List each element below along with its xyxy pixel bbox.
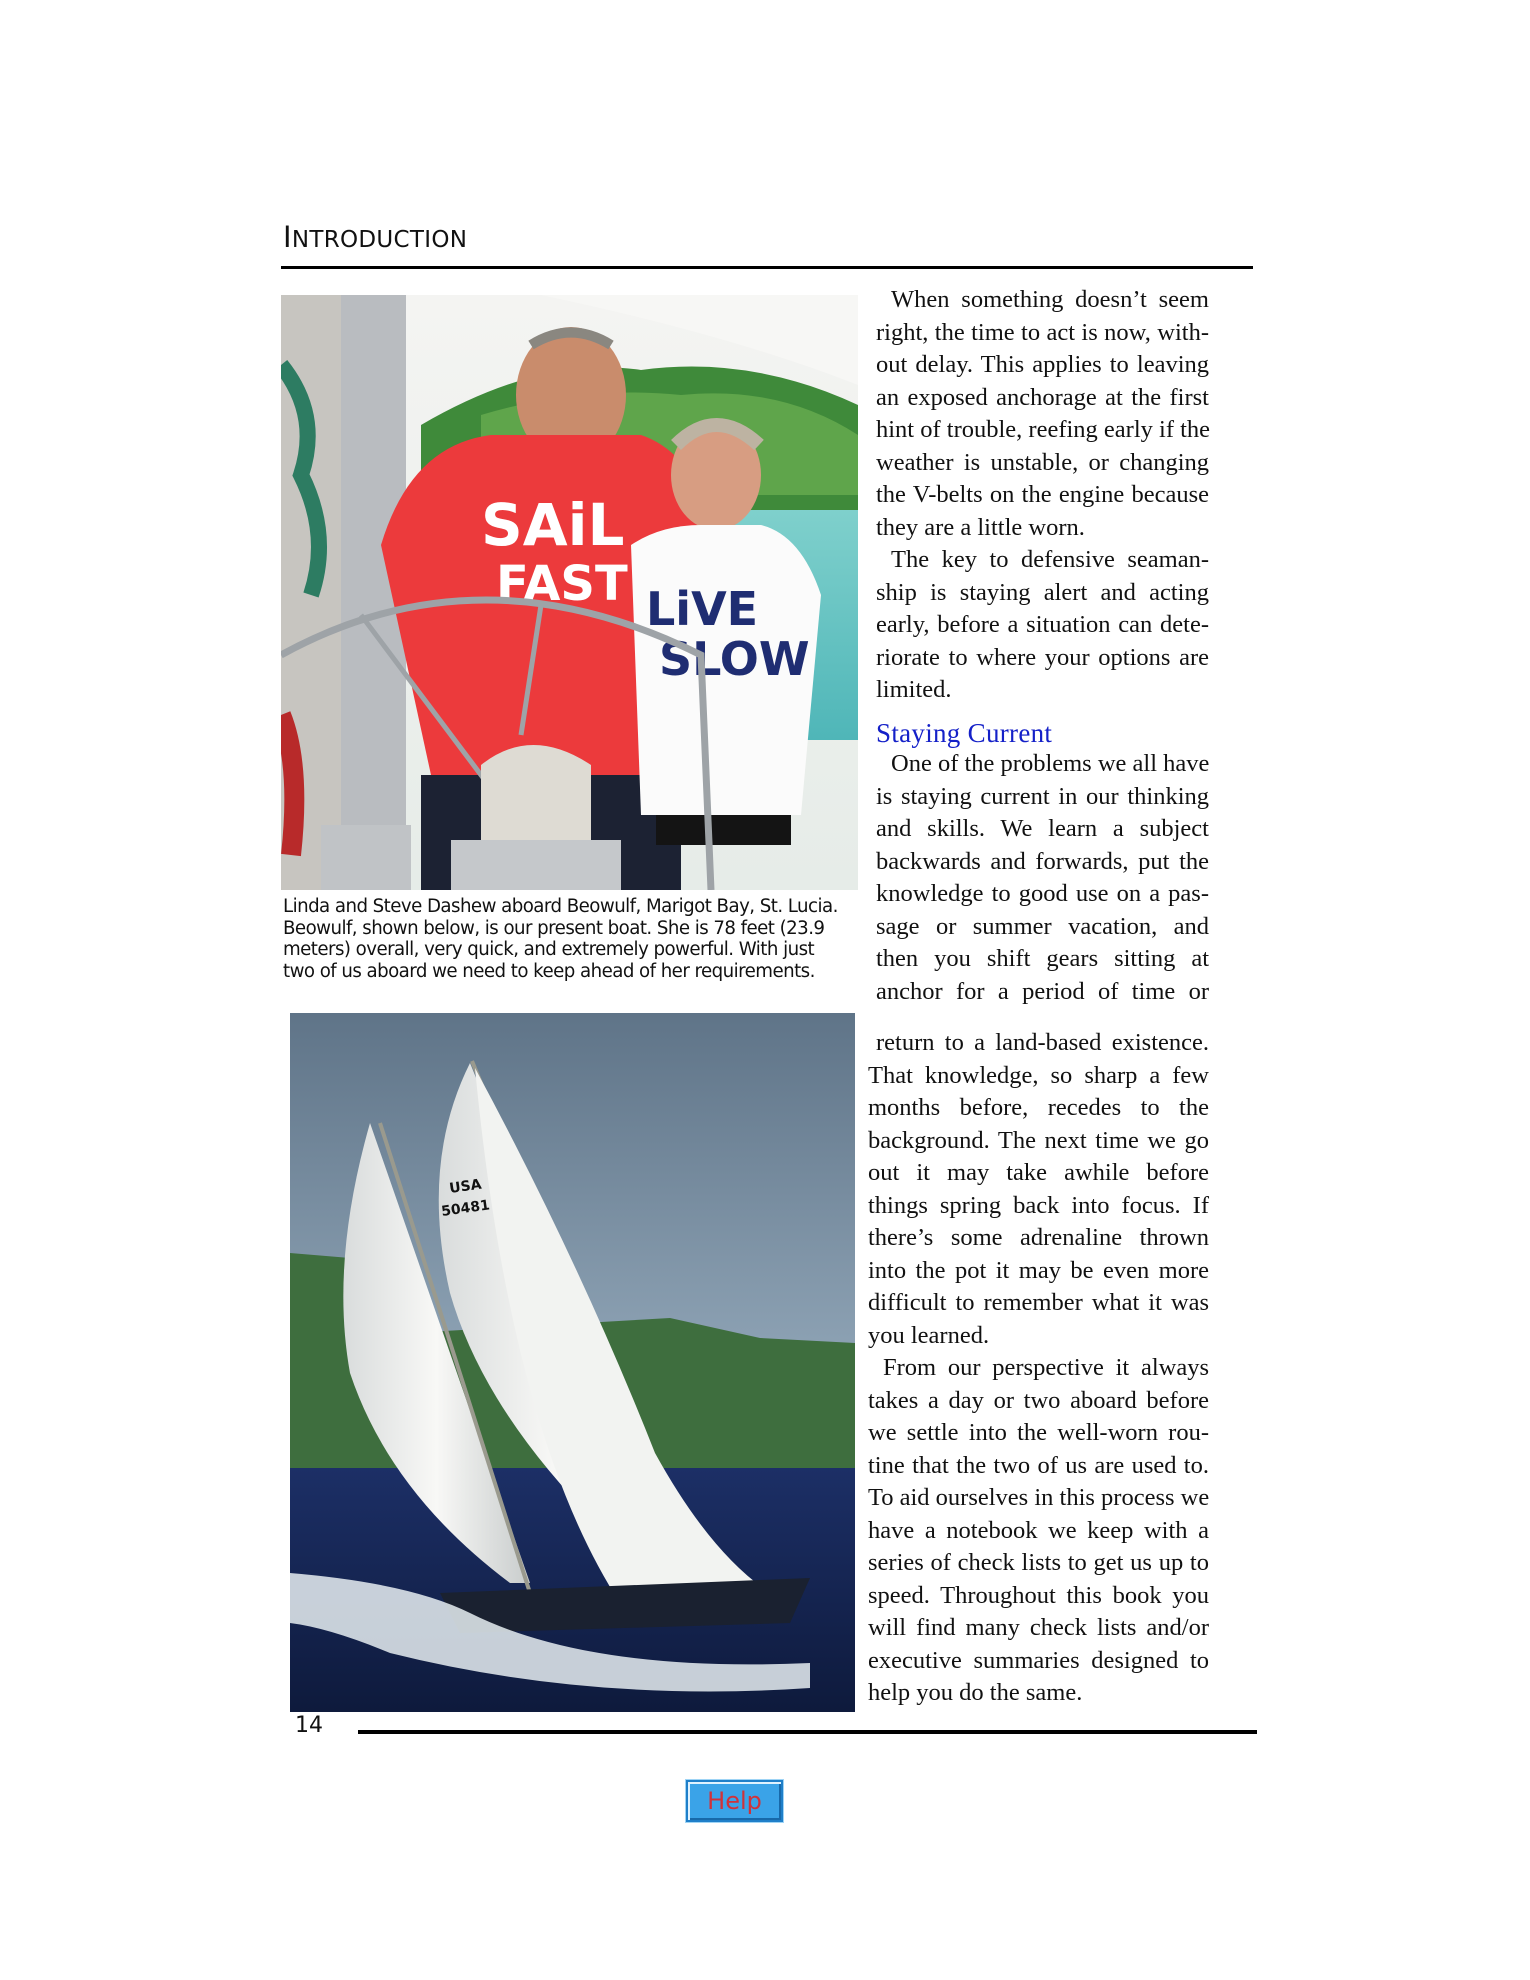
body-line: difficult to remember what it was: [868, 1289, 1209, 1316]
header-rule: [281, 266, 1253, 269]
shirt-sail-text: SAiL: [481, 491, 625, 559]
body-text-upper: [876, 284, 1209, 707]
body-line: weather is unstable, or changing: [876, 448, 1209, 476]
body-line: riorate to where your options are: [876, 643, 1209, 671]
caption-line: two of us aboard we need to keep ahead of her requirements.: [283, 960, 815, 982]
page-number: 14: [295, 1713, 323, 1738]
body-line: help you do the same.: [868, 1679, 1083, 1706]
body-line: months before, recedes to the: [868, 1094, 1209, 1121]
body-line: then you shift gears sitting at: [876, 945, 1209, 972]
caption-line: Beowulf, shown below, is our present boat. She is 78 feet (23.9: [283, 917, 825, 939]
section-heading: Staying Current: [876, 718, 1053, 748]
body-line: will find many check lists and/or: [868, 1614, 1209, 1641]
sail-number: 50481: [440, 1197, 491, 1220]
body-line: things spring back into focus. If: [868, 1191, 1209, 1219]
body-line: series of check lists to get us up to: [868, 1549, 1209, 1576]
body-line: you learned.: [868, 1321, 990, 1349]
body-line: right, the time to act is now, with-: [876, 318, 1209, 346]
running-head: [283, 220, 467, 254]
body-line: out delay. This applies to leaving: [876, 351, 1209, 378]
svg-text:SLOW: SLOW: [659, 632, 810, 686]
body-line: executive summaries designed to: [868, 1646, 1209, 1674]
running-head-initial: I: [283, 220, 292, 254]
body-line: have a notebook we keep with a: [868, 1516, 1209, 1544]
running-head-text: NTRODUCTION: [291, 227, 468, 253]
body-line: out it may take awhile before: [868, 1159, 1209, 1186]
body-line: When something doesn’t seem: [891, 286, 1209, 313]
body-text-middle: [876, 748, 1209, 1008]
body-line: knowledge to good use on a pas-: [876, 880, 1209, 907]
body-line: we settle into the well-worn rou-: [868, 1419, 1209, 1446]
body-line: takes a day or two aboard before: [868, 1386, 1209, 1414]
body-line: they are a little worn.: [876, 513, 1085, 541]
body-line: speed. Throughout this book you: [868, 1581, 1209, 1609]
body-line: return to a land-based existence.: [876, 1029, 1209, 1056]
body-line: tine that the two of us are used to.: [868, 1451, 1209, 1479]
body-line: limited.: [876, 676, 952, 703]
body-line: From our perspective it always: [883, 1354, 1209, 1381]
body-text-lower: [868, 1027, 1209, 1710]
body-line: into the pot it may be even more: [868, 1256, 1209, 1284]
svg-text:FAST: FAST: [496, 556, 628, 612]
body-line: The key to defensive seaman-: [891, 546, 1209, 573]
body-line: To aid ourselves in this process we: [868, 1484, 1210, 1511]
couple-at-helm-photo: [281, 295, 858, 890]
ketch-under-sail-photo: [290, 1013, 855, 1712]
body-line: hint of trouble, reefing early if the: [876, 416, 1211, 443]
body-line: sage or summer vacation, and: [876, 912, 1209, 940]
body-line: early, before a situation can dete-: [876, 611, 1209, 638]
body-line: the V-belts on the engine because: [876, 481, 1209, 508]
body-line: an exposed anchorage at the first: [876, 383, 1209, 411]
body-line: anchor for a period of time or: [876, 977, 1209, 1005]
footer-rule: [358, 1730, 1257, 1734]
caption-line: meters) overall, very quick, and extremely powerful. With just: [283, 939, 815, 960]
body-line: One of the problems we all have: [891, 750, 1210, 777]
body-line: there’s some adrenaline thrown: [868, 1224, 1209, 1251]
photo-caption: [283, 896, 863, 982]
body-line: background. The next time we go: [868, 1126, 1209, 1154]
body-line: ship is staying alert and acting: [876, 578, 1209, 606]
body-line: That knowledge, so sharp a few: [868, 1061, 1209, 1089]
svg-text:LiVE: LiVE: [646, 582, 759, 636]
sail-number-usa: USA: [448, 1176, 483, 1197]
caption-line: Linda and Steve Dashew aboard Beowulf, Marigot Bay, St. Lucia.: [283, 896, 838, 917]
body-line: backwards and forwards, put the: [876, 847, 1209, 875]
body-line: is staying current in our thinking: [876, 782, 1209, 810]
body-line: and skills. We learn a subject: [876, 815, 1209, 842]
help-button[interactable]: Help: [686, 1780, 783, 1822]
